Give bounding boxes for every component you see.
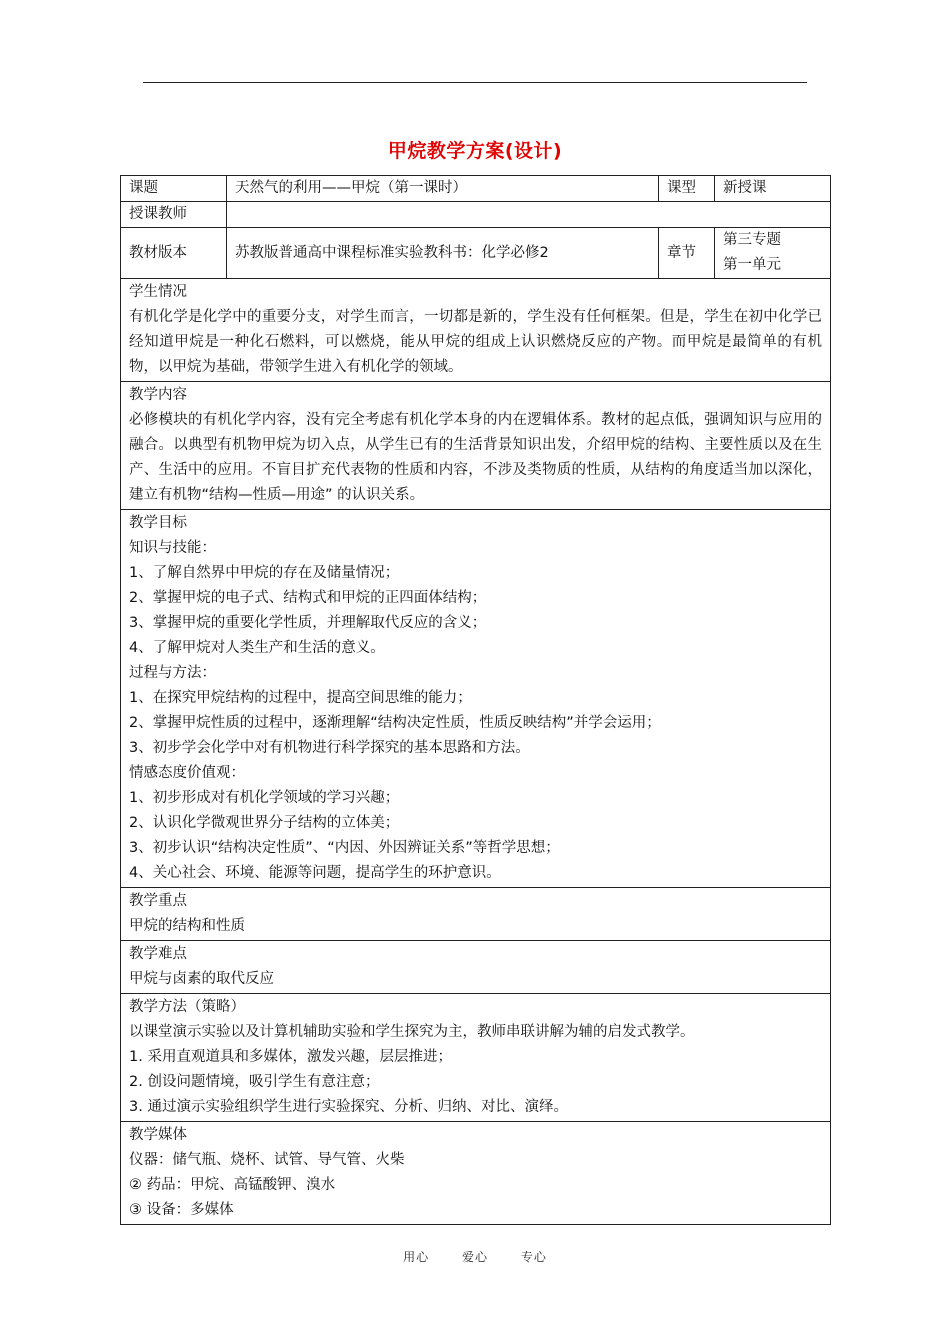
attitude-item: 4、关心社会、环境、能源等问题，提高学生的环护意识。 [129, 865, 501, 881]
knowledge-item: 3、掌握甲烷的重要化学性质，并理解取代反应的含义； [129, 615, 487, 631]
type-value: 新授课 [715, 176, 831, 202]
knowledge-item: 2、掌握甲烷的电子式、结构式和甲烷的正四面体结构； [129, 590, 487, 606]
chapter-label: 章节 [659, 228, 715, 279]
methods-intro: 以课堂演示实验以及计算机辅助实验和学生探究为主，教师串联讲解为辅的启发式教学。 [129, 1024, 695, 1040]
difficulties-row [121, 941, 831, 994]
attitude-item: 2、认识化学微观世界分子结构的立体美； [129, 815, 400, 831]
topic-label: 课题 [121, 176, 227, 202]
teaching-goals-section [121, 510, 831, 888]
media-row [121, 1122, 831, 1225]
teacher-label: 授课教师 [121, 202, 227, 228]
student-situation-section [121, 279, 831, 382]
document-title: 甲烷教学方案(设计) [387, 140, 563, 162]
attitude-heading: 情感态度价值观： [129, 765, 245, 781]
teaching-content-heading: 教学内容 [129, 387, 187, 403]
lesson-plan-table [120, 175, 831, 1225]
difficulties-heading: 教学难点 [129, 946, 187, 962]
topic-row [121, 176, 831, 202]
chapter-unit: 第一单元 [723, 257, 781, 273]
footer-text-2: 爱心 [461, 1250, 488, 1264]
page-footer [0, 1248, 950, 1265]
student-situation-row [121, 279, 831, 382]
difficulties-text: 甲烷与卤素的取代反应 [129, 971, 274, 987]
methods-item: 2. 创设问题情境，吸引学生有意注意； [129, 1074, 380, 1090]
methods-heading: 教学方法（策略） [129, 999, 245, 1015]
media-heading: 教学媒体 [129, 1127, 187, 1143]
key-points-heading: 教学重点 [129, 893, 187, 909]
teaching-content-row [121, 382, 831, 510]
methods-item: 3. 通过演示实验组织学生进行实验探究、分析、归纳、对比、演绎。 [129, 1099, 568, 1115]
key-points-text: 甲烷的结构和性质 [129, 918, 245, 934]
teacher-value [227, 202, 831, 228]
media-item: 仪器：储气瓶、烧杯、试管、导气管、火柴 [129, 1152, 405, 1168]
knowledge-item: 4、了解甲烷对人类生产和生活的意义。 [129, 640, 385, 656]
teaching-content-section [121, 382, 831, 510]
chapter-topic: 第三专题 [723, 232, 781, 248]
edition-label: 教材版本 [121, 228, 227, 279]
knowledge-heading: 知识与技能： [129, 540, 216, 556]
process-item: 1、在探究甲烷结构的过程中，提高空间思维的能力； [129, 690, 472, 706]
topic-value: 天然气的利用——甲烷（第一课时） [227, 176, 659, 202]
teaching-goals-row [121, 510, 831, 888]
media-item: ② 药品：甲烷、高锰酸钾、溴水 [129, 1177, 336, 1193]
methods-row [121, 994, 831, 1122]
attitude-item: 3、初步认识“结构决定性质”、“内因、外因辨证关系”等哲学思想； [129, 840, 560, 856]
teacher-row [121, 202, 831, 228]
knowledge-item: 1、了解自然界中甲烷的存在及储量情况； [129, 565, 400, 581]
process-item: 3、初步学会化学中对有机物进行科学探究的基本思路和方法。 [129, 740, 530, 756]
edition-value: 苏教版普通高中课程标准实验教科书：化学必修2 [227, 228, 659, 279]
methods-section [121, 994, 831, 1122]
student-situation-heading: 学生情况 [129, 284, 187, 300]
media-item: ③ 设备：多媒体 [129, 1202, 234, 1218]
process-heading: 过程与方法： [129, 665, 216, 681]
chapter-value [715, 228, 831, 279]
teaching-goals-heading: 教学目标 [129, 515, 187, 531]
edition-row [121, 228, 831, 279]
footer-text-3: 专心 [520, 1250, 547, 1264]
attitude-item: 1、初步形成对有机化学领域的学习兴趣； [129, 790, 400, 806]
methods-item: 1. 采用直观道具和多媒体，激发兴趣，层层推进； [129, 1049, 452, 1065]
difficulties-section [121, 941, 831, 994]
type-label: 课型 [659, 176, 715, 202]
footer-text-1: 用心 [403, 1250, 430, 1264]
process-item: 2、掌握甲烷性质的过程中，逐渐理解“结构决定性质，性质反映结构”并学会运用； [129, 715, 661, 731]
key-points-section [121, 888, 831, 941]
teaching-content-text: 必修模块的有机化学内容，没有完全考虑有机化学本身的内在逻辑体系。教材的起点低，强调知识与应用的融合。以典型有机物甲烷为切入点，从学生已有的生活背景知识出发，介绍甲烷的结构、主要性质以及在生产、生活中的应用。不盲目扩充代表物的性质和内容，不涉及类物质的性质，从结构的角度适当加以深化，建立有机物“结构—性质—用途” 的认识关系。 [129, 412, 822, 503]
media-section [121, 1122, 831, 1225]
student-situation-text: 有机化学是化学中的重要分支，对学生而言，一切都是新的，学生没有任何框架。但是，学生在初中化学已经知道甲烷是一种化石燃料，可以燃烧，能从甲烷的组成上认识燃烧反应的产物。而甲烷是最简单的有机物，以甲烷为基础，带领学生进入有机化学的领域。 [129, 309, 822, 375]
header-rule [143, 82, 807, 83]
key-points-row [121, 888, 831, 941]
